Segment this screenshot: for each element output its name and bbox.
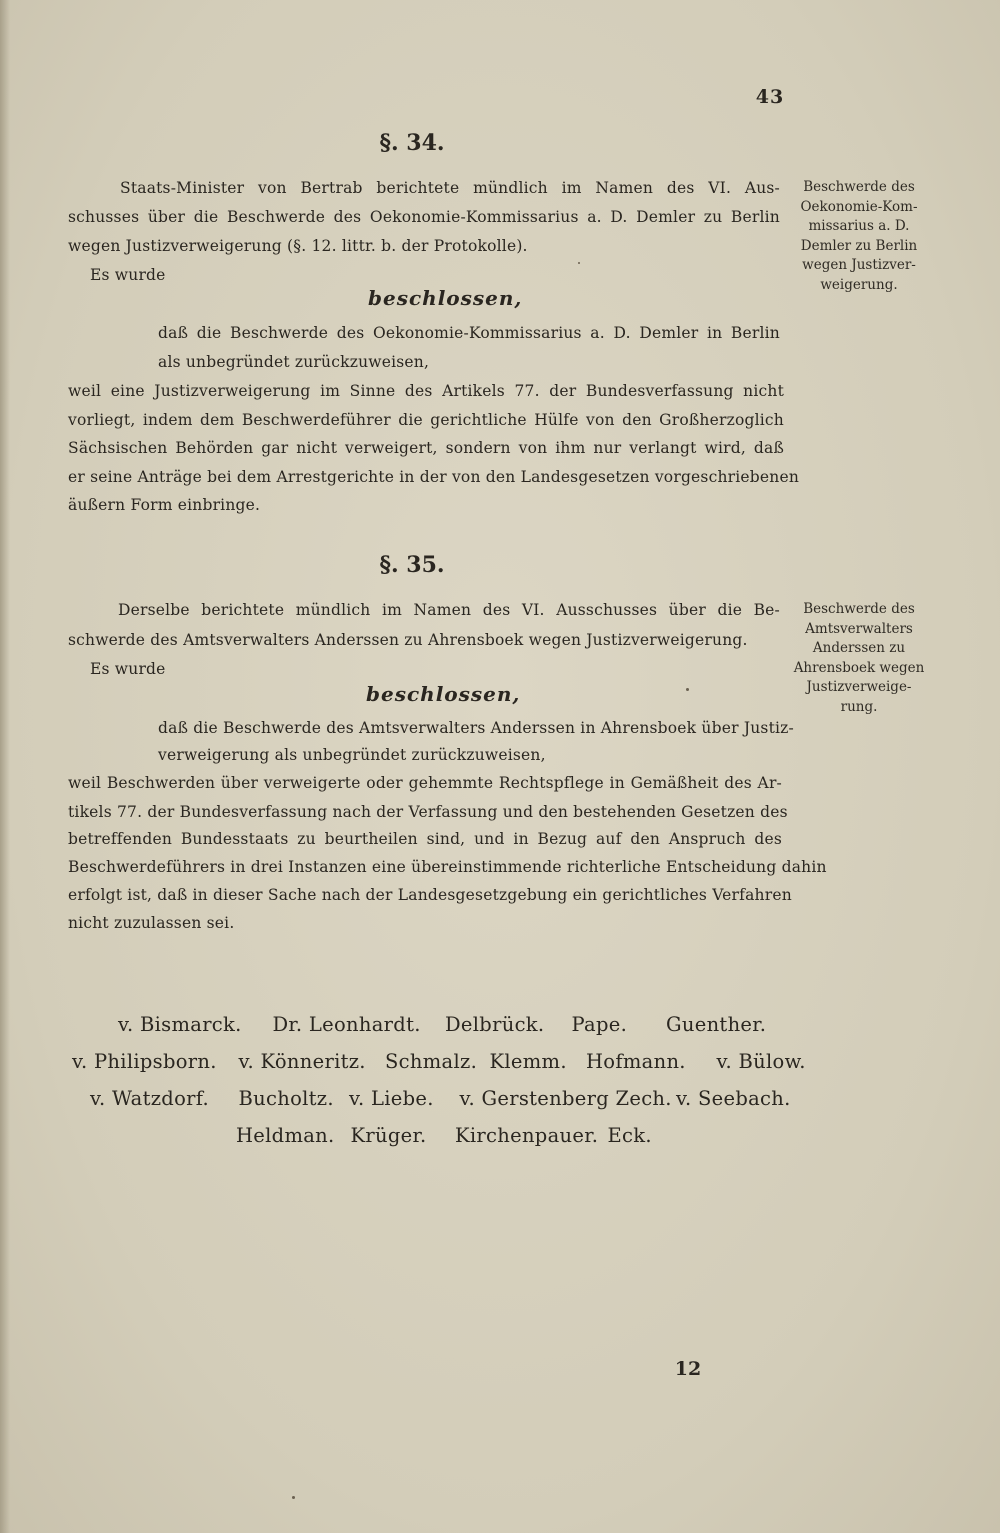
signature-name: v. Gerstenberg Zech. <box>459 1087 672 1110</box>
reason-line: Beschwerdeführers in drei Instanzen eine übereinstimmende richterliche Entscheidung dahin <box>68 858 827 876</box>
margin-note-line: Amtsverwalters <box>805 620 913 637</box>
signature-name: Kirchenpauer. <box>455 1124 599 1147</box>
signature-row <box>236 1124 652 1147</box>
signature-name: Bucholtz. <box>238 1087 334 1110</box>
section-34-line: schusses über die Beschwerde des Oekonomie-Kommissarius a. D. Demler zu Berlin <box>68 208 780 226</box>
resolution-line: als unbegründet zurückzuweisen, <box>158 353 430 371</box>
reason-line: weil Beschwerden über verweigerte oder gehemmte Rechtspflege in Gemäßheit des Ar- <box>68 774 782 792</box>
margin-note-line: Ahrensboek wegen <box>793 659 925 676</box>
signature-name: Guenther. <box>666 1013 767 1036</box>
signature-row <box>72 1050 806 1073</box>
signature-row <box>90 1087 791 1110</box>
paper-speck <box>686 688 689 691</box>
margin-note-section-35 <box>784 600 934 717</box>
signature-name: v. Seebach. <box>676 1087 791 1110</box>
paper-speck <box>578 262 580 264</box>
margin-note-section-34 <box>784 178 934 295</box>
margin-note-line: Justizverweige- <box>806 679 912 695</box>
section-35-line: Derselbe berichtete mündlich im Namen des VI. Ausschusses über die Be- <box>118 601 780 619</box>
signature-name: Schmalz. <box>385 1050 478 1073</box>
reason-line: betreffenden Bundesstaats zu beurtheilen sind, und in Bezug auf den Anspruch des <box>68 830 782 848</box>
signature-name: v. Könneritz. <box>238 1050 366 1073</box>
reason-line: weil eine Justizverweigerung im Sinne des Artikels 77. der Bundesverfassung nicht <box>68 382 784 400</box>
reason-line: nicht zuzulassen sei. <box>68 914 235 932</box>
reason-line: er seine Anträge bei dem Arrestgerichte in der von den Landesgesetzen vorgeschriebenen <box>68 468 800 486</box>
resolution-line: daß die Beschwerde des Oekonomie-Kommissarius a. D. Demler in Berlin <box>158 324 780 342</box>
signature-name: v. Bismarck. <box>118 1013 242 1036</box>
margin-note-line: Demler zu Berlin <box>800 237 918 254</box>
margin-note-line: Beschwerde des <box>803 179 915 195</box>
signature-name: v. Philipsborn. <box>72 1050 217 1073</box>
section-35-line: schwerde des Amtsverwalters Anderssen zu Ahrensboek wegen Justizverweigerung. <box>68 631 748 649</box>
resolved-keyword: beschlossen, <box>368 286 523 310</box>
margin-note-line: wegen Justizver- <box>802 257 916 273</box>
signature-name: Eck. <box>607 1124 652 1147</box>
reason-line: äußern Form einbringe. <box>68 496 261 514</box>
signature-name: Dr. Leonhardt. <box>272 1013 421 1036</box>
signature-name: Pape. <box>571 1013 628 1036</box>
es-wurde-label: Es wurde <box>90 266 166 284</box>
signature-name: v. Liebe. <box>349 1087 434 1110</box>
signature-name: v. Bülow. <box>716 1050 806 1073</box>
resolution-line: daß die Beschwerde des Amtsverwalters Anderssen in Ahrensboek über Justiz- <box>158 719 794 737</box>
signature-name: Krüger. <box>350 1124 427 1147</box>
page-edge-shadow <box>0 0 10 1533</box>
reason-line: Sächsischen Behörden gar nicht verweigert, sondern von ihm nur verlangt wird, daß <box>68 439 784 457</box>
signature-name: Klemm. <box>489 1050 567 1073</box>
signature-name: Hofmann. <box>586 1050 686 1073</box>
margin-note-line: rung. <box>840 698 878 715</box>
section-34-line: Staats-Minister von Bertrab berichtete mündlich im Namen des VI. Aus- <box>120 179 780 197</box>
signature-name: Heldman. <box>236 1124 335 1147</box>
signature-mark: 12 <box>674 1358 702 1380</box>
reason-line: vorliegt, indem dem Beschwerdeführer die gerichtliche Hülfe von den Großherzoglich <box>68 411 784 429</box>
section-34-line: wegen Justizverweigerung (§. 12. littr. b. der Protokolle). <box>68 237 528 255</box>
margin-note-line: Anderssen zu <box>812 640 906 656</box>
margin-note-line: missarius a. D. <box>808 218 910 234</box>
signature-name: v. Watzdorf. <box>90 1087 210 1110</box>
resolved-keyword: beschlossen, <box>366 682 521 706</box>
margin-note-line: Oekonomie-Kom- <box>800 198 918 215</box>
signature-name: Delbrück. <box>445 1013 545 1036</box>
reason-line: tikels 77. der Bundesverfassung nach der Verfassung und den bestehenden Gesetzen des <box>68 803 788 821</box>
section-35-heading: §. 35. <box>379 552 445 578</box>
section-34-heading: §. 34. <box>379 130 445 156</box>
signature-row <box>118 1013 766 1036</box>
margin-note-line: weigerung. <box>820 276 898 293</box>
paper-speck <box>292 1496 295 1499</box>
page-number: 43 <box>755 86 785 108</box>
es-wurde-label: Es wurde <box>90 660 166 678</box>
resolution-line: verweigerung als unbegründet zurückzuweisen, <box>158 746 546 764</box>
reason-line: erfolgt ist, daß in dieser Sache nach der Landesgesetzgebung ein gerichtliches Verfahren <box>68 886 792 904</box>
margin-note-line: Beschwerde des <box>803 601 915 617</box>
